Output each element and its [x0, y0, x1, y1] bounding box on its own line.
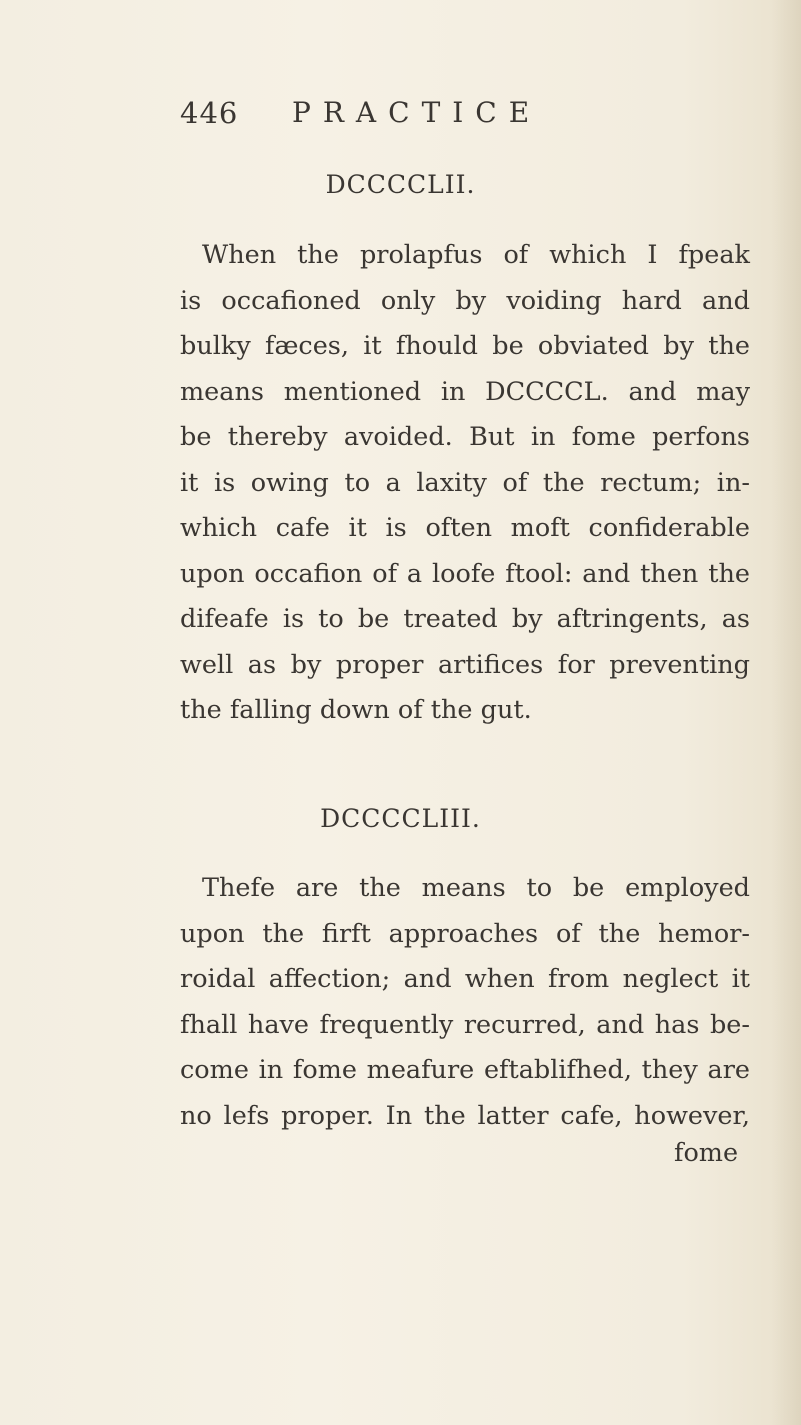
paragraph-dccccliii — [180, 866, 750, 1139]
text-line: means mentioned in DCCCCL. and may — [180, 376, 750, 407]
text-line: difeafe is to be treated by aftringents, as — [180, 604, 750, 634]
section-heading-dcccclii-i: DCCCCLIII. — [320, 804, 481, 833]
text-line: it is owing to a laxity of the rectum; in- — [180, 467, 750, 498]
section-heading-dcccclii: DCCCCLII. — [325, 170, 476, 199]
text-line: upon occafion of a loofe ftool: and then the — [180, 558, 750, 589]
text-line: the falling down of the gut. — [180, 695, 532, 725]
text-line: come in fome meafure eftablifhed, they are — [180, 1055, 750, 1085]
text-line: well as by proper artifices for preventing — [180, 649, 750, 680]
text-line: be thereby avoided. But in fome perfons — [180, 422, 750, 452]
text-line: roidal affection; and when from neglect it — [180, 964, 750, 994]
text-line: no lefs proper. In the latter cafe, however, — [180, 1100, 750, 1131]
page-edge-shadow — [771, 0, 801, 1425]
text-line: bulky fæces, it fhould be obviated by the — [180, 331, 750, 361]
catchword: fome — [674, 1138, 739, 1168]
text-line: fhall have frequently recurred, and has be- — [180, 1009, 750, 1040]
text-line: upon the firft approaches of the hemor- — [180, 918, 750, 949]
text-line: is occafioned only by voiding hard and — [180, 285, 750, 316]
text-line: When the prolapfus of which I fpeak — [202, 240, 750, 270]
text-line: which cafe it is often moft confiderable — [180, 513, 750, 543]
text-line: Thefe are the means to be employed — [202, 873, 750, 903]
running-header — [180, 96, 600, 140]
page-number: 446 — [180, 96, 239, 130]
paragraph-dcccclii — [180, 233, 750, 734]
running-title: PRACTICE — [292, 96, 542, 129]
